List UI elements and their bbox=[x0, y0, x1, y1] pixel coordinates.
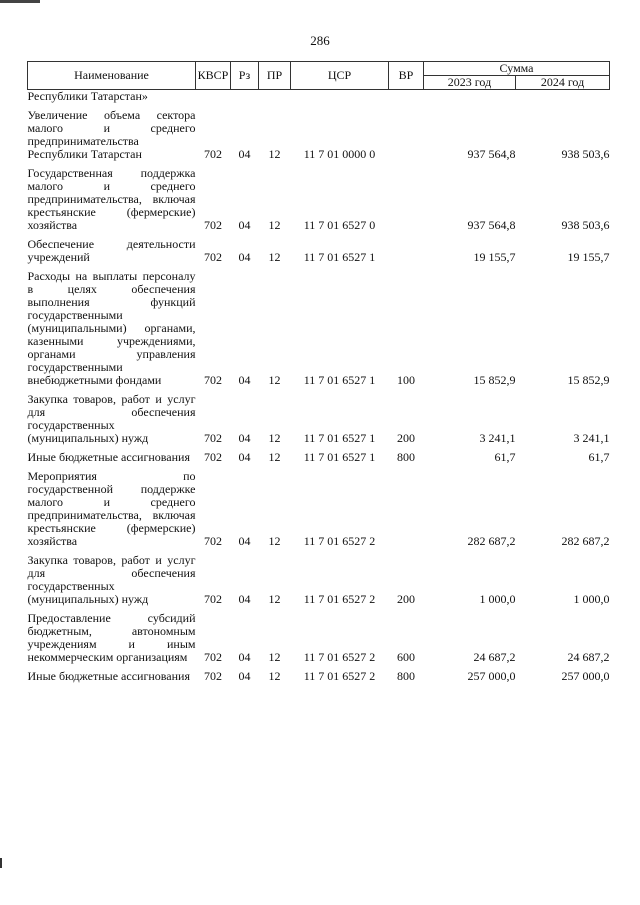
row-rz: 04 bbox=[238, 534, 251, 548]
row-pr: 12 bbox=[268, 650, 281, 664]
row-name: Обеспечение деятельности учреждений bbox=[27, 237, 196, 264]
table-row bbox=[28, 664, 610, 683]
row-sum-2024: 19 155,7 bbox=[567, 250, 610, 264]
row-rz: 04 bbox=[238, 592, 251, 606]
table-row bbox=[28, 161, 610, 232]
row-pr: 12 bbox=[268, 250, 281, 264]
header-year-2023: 2023 год bbox=[424, 76, 516, 90]
row-rz: 04 bbox=[238, 250, 251, 264]
row-csr: 11 7 01 6527 2 bbox=[303, 534, 376, 548]
row-name: Иные бюджетные ассигнования bbox=[27, 669, 190, 683]
row-kvsr: 702 bbox=[204, 450, 222, 464]
row-name: Государственная поддержка малого и среднего предпринимательства, включая крестьянские (фермерские) хозяйства bbox=[27, 166, 196, 232]
row-vr: 800 bbox=[397, 669, 415, 683]
row-kvsr: 702 bbox=[204, 147, 222, 161]
row-vr: 200 bbox=[397, 592, 415, 606]
row-name: Республики Татарстан» bbox=[27, 89, 148, 103]
table-header bbox=[28, 62, 610, 90]
row-pr: 12 bbox=[268, 534, 281, 548]
row-name: Расходы на выплаты персоналу в целях обеспечения выполнения функций государственными (муниципальными) органами, казенными учреждениями, органами управления государственными внебюджетными фондами bbox=[27, 269, 196, 387]
scan-corner-mark bbox=[0, 0, 40, 3]
row-csr: 11 7 01 6527 2 bbox=[303, 650, 376, 664]
row-sum-2023: 24 687,2 bbox=[473, 650, 516, 664]
row-name: Мероприятия по государственной поддержке малого и среднего предпринимательства, включая крестьянские (фермерские) хозяйства bbox=[27, 469, 196, 548]
row-rz: 04 bbox=[238, 147, 251, 161]
row-sum-2023: 19 155,7 bbox=[473, 250, 516, 264]
header-year-2024: 2024 год bbox=[516, 76, 610, 90]
row-vr bbox=[389, 464, 424, 548]
row-pr: 12 bbox=[268, 147, 281, 161]
row-vr bbox=[389, 161, 424, 232]
table-row bbox=[28, 90, 610, 104]
row-pr: 12 bbox=[268, 669, 281, 683]
row-csr: 11 7 01 6527 1 bbox=[303, 450, 376, 464]
row-pr: 12 bbox=[268, 431, 281, 445]
row-rz: 04 bbox=[238, 431, 251, 445]
row-sum-2024: 282 687,2 bbox=[561, 534, 610, 548]
row-vr: 800 bbox=[397, 450, 415, 464]
row-pr: 12 bbox=[268, 592, 281, 606]
budget-table bbox=[27, 61, 610, 683]
row-vr bbox=[389, 232, 424, 264]
scan-edge-mark bbox=[0, 858, 2, 868]
row-sum-2023: 15 852,9 bbox=[473, 373, 516, 387]
row-sum-2024: 61,7 bbox=[588, 450, 610, 464]
row-sum-2024: 15 852,9 bbox=[567, 373, 610, 387]
row-sum-2024: 938 503,6 bbox=[561, 147, 610, 161]
table-row bbox=[28, 445, 610, 464]
row-kvsr: 702 bbox=[204, 650, 222, 664]
row-rz: 04 bbox=[238, 650, 251, 664]
row-rz: 04 bbox=[238, 218, 251, 232]
row-kvsr bbox=[196, 90, 231, 104]
row-vr bbox=[389, 90, 424, 104]
row-name: Закупка товаров, работ и услуг для обеспечения государственных (муниципальных) нужд bbox=[27, 553, 196, 606]
row-sum-2023: 3 241,1 bbox=[479, 431, 516, 445]
row-sum-2024: 257 000,0 bbox=[561, 669, 610, 683]
row-name: Увеличение объема сектора малого и среднего предпринимательства Республики Татарстан bbox=[27, 108, 196, 161]
header-kvsr: КВСР bbox=[196, 62, 231, 90]
row-kvsr: 702 bbox=[204, 218, 222, 232]
row-sum-2024 bbox=[516, 90, 610, 104]
row-sum-2023: 282 687,2 bbox=[467, 534, 516, 548]
page-number: 286 bbox=[310, 33, 330, 48]
row-pr bbox=[259, 90, 291, 104]
row-sum-2023: 937 564,8 bbox=[467, 218, 516, 232]
row-sum-2023: 61,7 bbox=[494, 450, 516, 464]
row-name: Предоставление субсидий бюджетным, автономным учреждениям и иным некоммерческим организациям bbox=[27, 611, 196, 664]
table-row bbox=[28, 103, 610, 161]
row-kvsr: 702 bbox=[204, 534, 222, 548]
row-vr: 200 bbox=[397, 431, 415, 445]
row-csr: 11 7 01 6527 0 bbox=[303, 218, 376, 232]
table-row bbox=[28, 548, 610, 606]
header-name: Наименование bbox=[28, 62, 196, 90]
row-name: Иные бюджетные ассигнования bbox=[27, 450, 190, 464]
row-sum-2024: 24 687,2 bbox=[567, 650, 610, 664]
header-csr: ЦСР bbox=[291, 62, 389, 90]
row-kvsr: 702 bbox=[204, 592, 222, 606]
row-vr: 100 bbox=[397, 373, 415, 387]
header-vr: ВР bbox=[389, 62, 424, 90]
row-sum-2024: 3 241,1 bbox=[573, 431, 610, 445]
header-rz: Рз bbox=[231, 62, 259, 90]
row-pr: 12 bbox=[268, 218, 281, 232]
row-csr: 11 7 01 6527 1 bbox=[303, 373, 376, 387]
row-sum-2023: 1 000,0 bbox=[479, 592, 516, 606]
row-sum-2023 bbox=[424, 90, 516, 104]
header-sum: Сумма bbox=[424, 62, 610, 76]
row-pr: 12 bbox=[268, 373, 281, 387]
table-body bbox=[28, 90, 610, 684]
table-row bbox=[28, 264, 610, 387]
row-vr bbox=[389, 103, 424, 161]
row-csr bbox=[291, 90, 389, 104]
row-csr: 11 7 01 6527 1 bbox=[303, 431, 376, 445]
row-sum-2023: 257 000,0 bbox=[467, 669, 516, 683]
row-kvsr: 702 bbox=[204, 431, 222, 445]
table-row bbox=[28, 464, 610, 548]
row-csr: 11 7 01 6527 2 bbox=[303, 669, 376, 683]
row-csr: 11 7 01 6527 2 bbox=[303, 592, 376, 606]
row-sum-2024: 938 503,6 bbox=[561, 218, 610, 232]
row-rz: 04 bbox=[238, 669, 251, 683]
row-name: Закупка товаров, работ и услуг для обеспечения государственных (муниципальных) нужд bbox=[27, 392, 196, 445]
table-row bbox=[28, 606, 610, 664]
row-rz bbox=[231, 90, 259, 104]
row-rz: 04 bbox=[238, 373, 251, 387]
row-sum-2024: 1 000,0 bbox=[573, 592, 610, 606]
row-csr: 11 7 01 0000 0 bbox=[303, 147, 376, 161]
row-sum-2023: 937 564,8 bbox=[467, 147, 516, 161]
row-csr: 11 7 01 6527 1 bbox=[303, 250, 376, 264]
row-kvsr: 702 bbox=[204, 373, 222, 387]
row-kvsr: 702 bbox=[204, 669, 222, 683]
table-row bbox=[28, 232, 610, 264]
table-row bbox=[28, 387, 610, 445]
header-pr: ПР bbox=[259, 62, 291, 90]
row-pr: 12 bbox=[268, 450, 281, 464]
row-kvsr: 702 bbox=[204, 250, 222, 264]
row-vr: 600 bbox=[397, 650, 415, 664]
row-rz: 04 bbox=[238, 450, 251, 464]
